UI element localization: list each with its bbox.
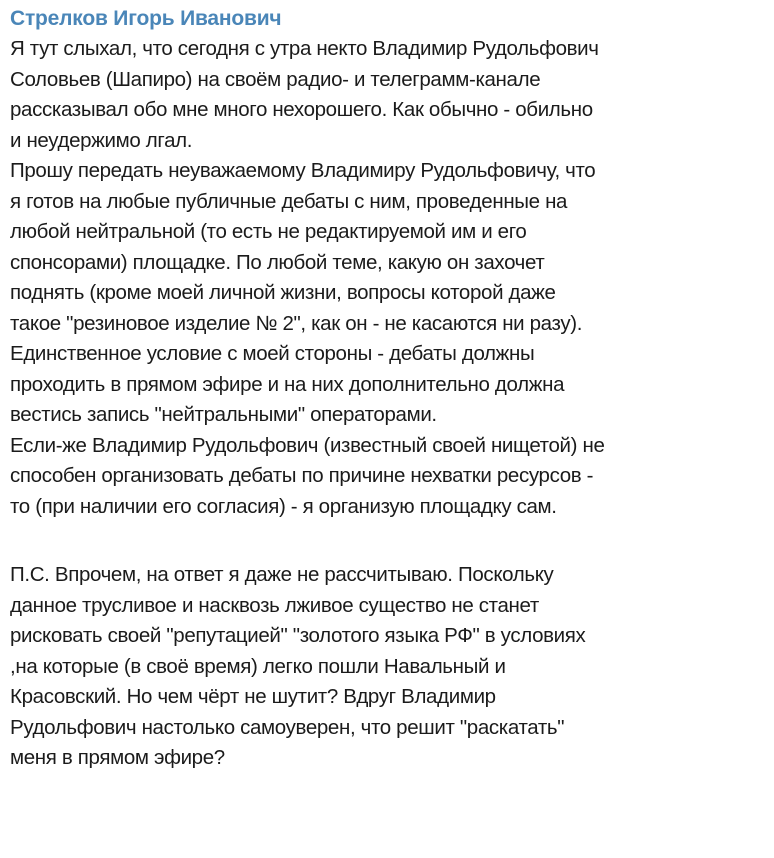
message-line: Соловьев (Шапиро) на своём радио- и телеграмм-канале xyxy=(10,67,541,91)
message-line: проходить в прямом эфире и на них дополнительно должна xyxy=(10,372,565,396)
message-text xyxy=(10,34,768,774)
message-line: рассказывал обо мне много нехорошего. Как обычно - обильно xyxy=(10,98,593,121)
paragraph-gap xyxy=(10,522,768,560)
message-line: вестись запись "нейтральными" операторами. xyxy=(10,403,437,426)
message-line: ,на которые (в своё время) легко пошли Навальный и xyxy=(10,654,506,678)
message-line: данное трусливое и насквозь лживое существо не станет xyxy=(10,593,539,617)
message-line: П.С. Впрочем, на ответ я даже не рассчитываю. Поскольку xyxy=(10,563,554,586)
message-line: Единственное условие с моей стороны - дебаты должны xyxy=(10,342,535,365)
sender-name[interactable]: Стрелков Игорь Иванович xyxy=(10,7,282,30)
message-line: спонсорами) площадке. По любой теме, какую он захочет xyxy=(10,250,545,274)
message-line: Если-же Владимир Рудольфович (известный своей нищетой) не xyxy=(10,433,605,457)
message-line: Я тут слыхал, что сегодня с утра некто Владимир Рудольфович xyxy=(10,37,599,60)
message-line: такое "резиновое изделие № 2", как он - не касаются ни разу). xyxy=(10,311,583,335)
message-line: любой нейтральной (то есть не редактируемой им и его xyxy=(10,220,527,243)
message-line: Красовский. Но чем чёрт не шутит? Вдруг Владимир xyxy=(10,685,496,708)
message-line: способен организовать дебаты по причине нехватки ресурсов - xyxy=(10,464,594,487)
message-line: Прошу передать неуважаемому Владимиру Рудольфовичу, что xyxy=(10,159,596,182)
message-line: я готов на любые публичные дебаты с ним, проведенные на xyxy=(10,189,568,213)
message-line: поднять (кроме моей личной жизни, вопросы которой даже xyxy=(10,281,556,304)
message-line: и неудержимо лгал. xyxy=(10,128,193,152)
message-line: рисковать своей "репутацией" "золотого языка РФ" в условиях xyxy=(10,624,586,647)
message-line: меня в прямом эфире? xyxy=(10,746,225,769)
message-line: Рудольфович настолько самоуверен, что решит "раскатать" xyxy=(10,715,565,739)
message-line: то (при наличии его согласия) - я организую площадку сам. xyxy=(10,494,557,518)
